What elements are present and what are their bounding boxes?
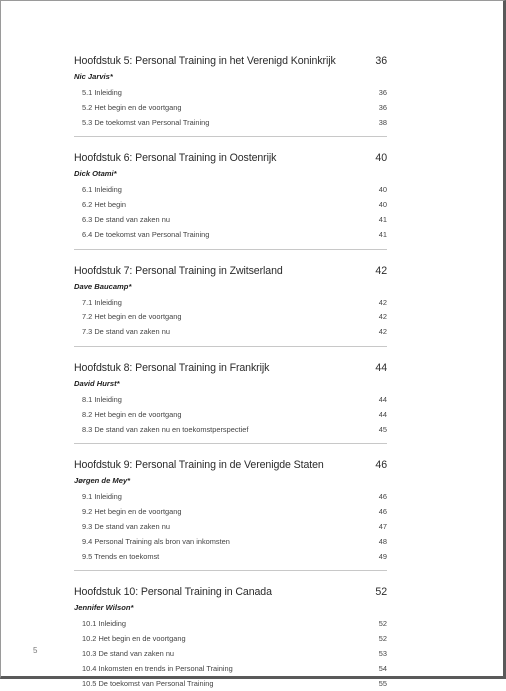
table-of-contents bbox=[74, 53, 387, 691]
chapter-divider bbox=[74, 136, 387, 137]
toc-entry-label: 10.2 Het begin en de voortgang bbox=[82, 634, 186, 644]
toc-entry-label: 9.2 Het begin en de voortgang bbox=[82, 507, 182, 517]
chapter-page-number: 40 bbox=[375, 152, 387, 165]
chapter-heading[interactable] bbox=[74, 457, 387, 474]
toc-entry[interactable] bbox=[74, 296, 387, 311]
toc-entry-page: 49 bbox=[378, 551, 387, 561]
toc-entry[interactable] bbox=[74, 228, 387, 243]
toc-entry-label: 9.1 Inleiding bbox=[82, 492, 122, 502]
toc-entry-label: 10.5 De toekomst van Personal Training bbox=[82, 678, 214, 688]
toc-entry-label: 10.3 De stand van zaken nu bbox=[82, 648, 175, 658]
chapter-author: David Hurst* bbox=[74, 378, 120, 388]
toc-chapter bbox=[74, 53, 387, 137]
toc-entry-page: 41 bbox=[378, 214, 387, 224]
toc-entry[interactable] bbox=[74, 325, 387, 340]
toc-entry[interactable] bbox=[74, 520, 387, 535]
toc-entry-label: 10.4 Inkomsten en trends in Personal Training bbox=[82, 663, 233, 673]
chapter-author: Nic Jarvis* bbox=[74, 72, 113, 81]
toc-entry-page: 55 bbox=[378, 678, 387, 688]
chapter-title: Hoofdstuk 7: Personal Training in Zwitserland bbox=[74, 264, 283, 277]
toc-entry-page: 44 bbox=[378, 409, 387, 419]
toc-entry[interactable] bbox=[74, 408, 387, 423]
page-number: 5 bbox=[33, 646, 38, 655]
toc-entry-page: 41 bbox=[378, 229, 387, 239]
toc-entry-label: 8.1 Inleiding bbox=[82, 394, 122, 404]
toc-entry-page: 48 bbox=[378, 536, 387, 546]
toc-entry-label: 9.4 Personal Training als bron van inkomsten bbox=[82, 536, 230, 546]
toc-chapter bbox=[74, 150, 387, 249]
toc-entry-label: 6.1 Inleiding bbox=[82, 185, 122, 195]
chapter-divider bbox=[74, 570, 387, 571]
toc-chapter bbox=[74, 584, 387, 691]
toc-entry-page: 36 bbox=[378, 88, 387, 97]
toc-entry[interactable] bbox=[74, 116, 387, 131]
chapter-title: Hoofdstuk 9: Personal Training in de Verenigde Staten bbox=[74, 459, 324, 472]
toc-entry[interactable] bbox=[74, 535, 387, 550]
chapter-author: Dick Otami* bbox=[74, 169, 117, 179]
toc-entry-label: 8.3 De stand van zaken nu en toekomstperspectief bbox=[82, 424, 249, 434]
chapter-author: Dave Baucamp* bbox=[74, 281, 132, 291]
toc-entry-label: 6.2 Het begin bbox=[82, 200, 126, 210]
toc-chapter bbox=[74, 360, 387, 444]
toc-entry[interactable] bbox=[74, 632, 387, 647]
toc-entry[interactable] bbox=[74, 198, 387, 213]
chapter-author: Jennifer Wilson* bbox=[74, 603, 134, 613]
toc-entry-label: 10.1 Inleiding bbox=[82, 619, 126, 629]
chapter-heading[interactable] bbox=[74, 360, 387, 377]
chapter-title: Hoofdstuk 10: Personal Training in Canada bbox=[74, 586, 272, 599]
toc-chapter bbox=[74, 457, 387, 571]
toc-entry-page: 42 bbox=[378, 327, 387, 337]
toc-entry[interactable] bbox=[74, 662, 387, 677]
toc-entry-label: 5.3 De toekomst van Personal Training bbox=[82, 117, 210, 127]
toc-entry[interactable] bbox=[74, 647, 387, 662]
chapter-title: Hoofdstuk 5: Personal Training in het Verenigd Koninkrijk bbox=[74, 55, 336, 67]
toc-entry-page: 40 bbox=[378, 200, 387, 210]
toc-entry-page: 46 bbox=[378, 492, 387, 502]
chapter-divider bbox=[74, 346, 387, 347]
toc-entry-label: 6.4 De toekomst van Personal Training bbox=[82, 229, 210, 239]
toc-entry[interactable] bbox=[74, 423, 387, 438]
toc-entry[interactable] bbox=[74, 393, 387, 408]
toc-entry[interactable] bbox=[74, 310, 387, 325]
toc-entry-label: 9.5 Trends en toekomst bbox=[82, 551, 160, 561]
chapter-page-number: 44 bbox=[375, 361, 387, 374]
toc-entry-page: 45 bbox=[378, 424, 387, 434]
chapter-page-number: 42 bbox=[375, 264, 387, 277]
toc-entry-label: 7.1 Inleiding bbox=[82, 297, 122, 307]
toc-chapter bbox=[74, 263, 387, 347]
toc-entry-page: 36 bbox=[378, 102, 387, 112]
toc-entry-label: 8.2 Het begin en de voortgang bbox=[82, 409, 182, 419]
toc-entry-label: 7.2 Het begin en de voortgang bbox=[82, 312, 182, 322]
toc-entry-label: 7.3 De stand van zaken nu bbox=[82, 327, 170, 337]
toc-entry-page: 52 bbox=[378, 634, 387, 644]
chapter-heading[interactable] bbox=[74, 53, 387, 70]
chapter-page-number: 52 bbox=[375, 586, 387, 599]
toc-entry-page: 54 bbox=[378, 663, 387, 673]
chapter-divider bbox=[74, 443, 387, 444]
chapter-page-number: 46 bbox=[375, 459, 387, 472]
toc-entry-page: 47 bbox=[378, 521, 387, 531]
chapter-divider bbox=[74, 249, 387, 250]
toc-entry[interactable] bbox=[74, 101, 387, 116]
toc-entry-label: 5.2 Het begin en de voortgang bbox=[82, 102, 182, 112]
toc-entry-label: 5.1 Inleiding bbox=[82, 88, 122, 97]
toc-entry[interactable] bbox=[74, 213, 387, 228]
toc-entry-page: 53 bbox=[378, 648, 387, 658]
toc-entry-page: 44 bbox=[378, 394, 387, 404]
toc-entry-page: 42 bbox=[378, 312, 387, 322]
toc-entry-label: 9.3 De stand van zaken nu bbox=[82, 521, 170, 531]
toc-entry-page: 38 bbox=[378, 117, 387, 127]
toc-entry-page: 42 bbox=[378, 297, 387, 307]
toc-entry[interactable] bbox=[74, 86, 387, 101]
toc-entry[interactable] bbox=[74, 505, 387, 520]
chapter-title: Hoofdstuk 8: Personal Training in Frankrijk bbox=[74, 361, 270, 374]
toc-entry[interactable] bbox=[74, 550, 387, 565]
toc-entry-page: 46 bbox=[378, 507, 387, 517]
toc-entry[interactable] bbox=[74, 617, 387, 632]
chapter-heading[interactable] bbox=[74, 263, 387, 280]
toc-entry[interactable] bbox=[74, 183, 387, 198]
chapter-author: Jørgen de Mey* bbox=[74, 476, 131, 486]
toc-entry-label: 6.3 De stand van zaken nu bbox=[82, 214, 170, 224]
toc-entry-page: 40 bbox=[378, 185, 387, 195]
chapter-page-number: 36 bbox=[375, 55, 387, 67]
toc-entry[interactable] bbox=[74, 490, 387, 505]
toc-entry-page: 52 bbox=[378, 619, 387, 629]
chapter-heading[interactable] bbox=[74, 150, 387, 167]
chapter-heading[interactable] bbox=[74, 584, 387, 601]
chapter-title: Hoofdstuk 6: Personal Training in Oostenrijk bbox=[74, 152, 277, 165]
